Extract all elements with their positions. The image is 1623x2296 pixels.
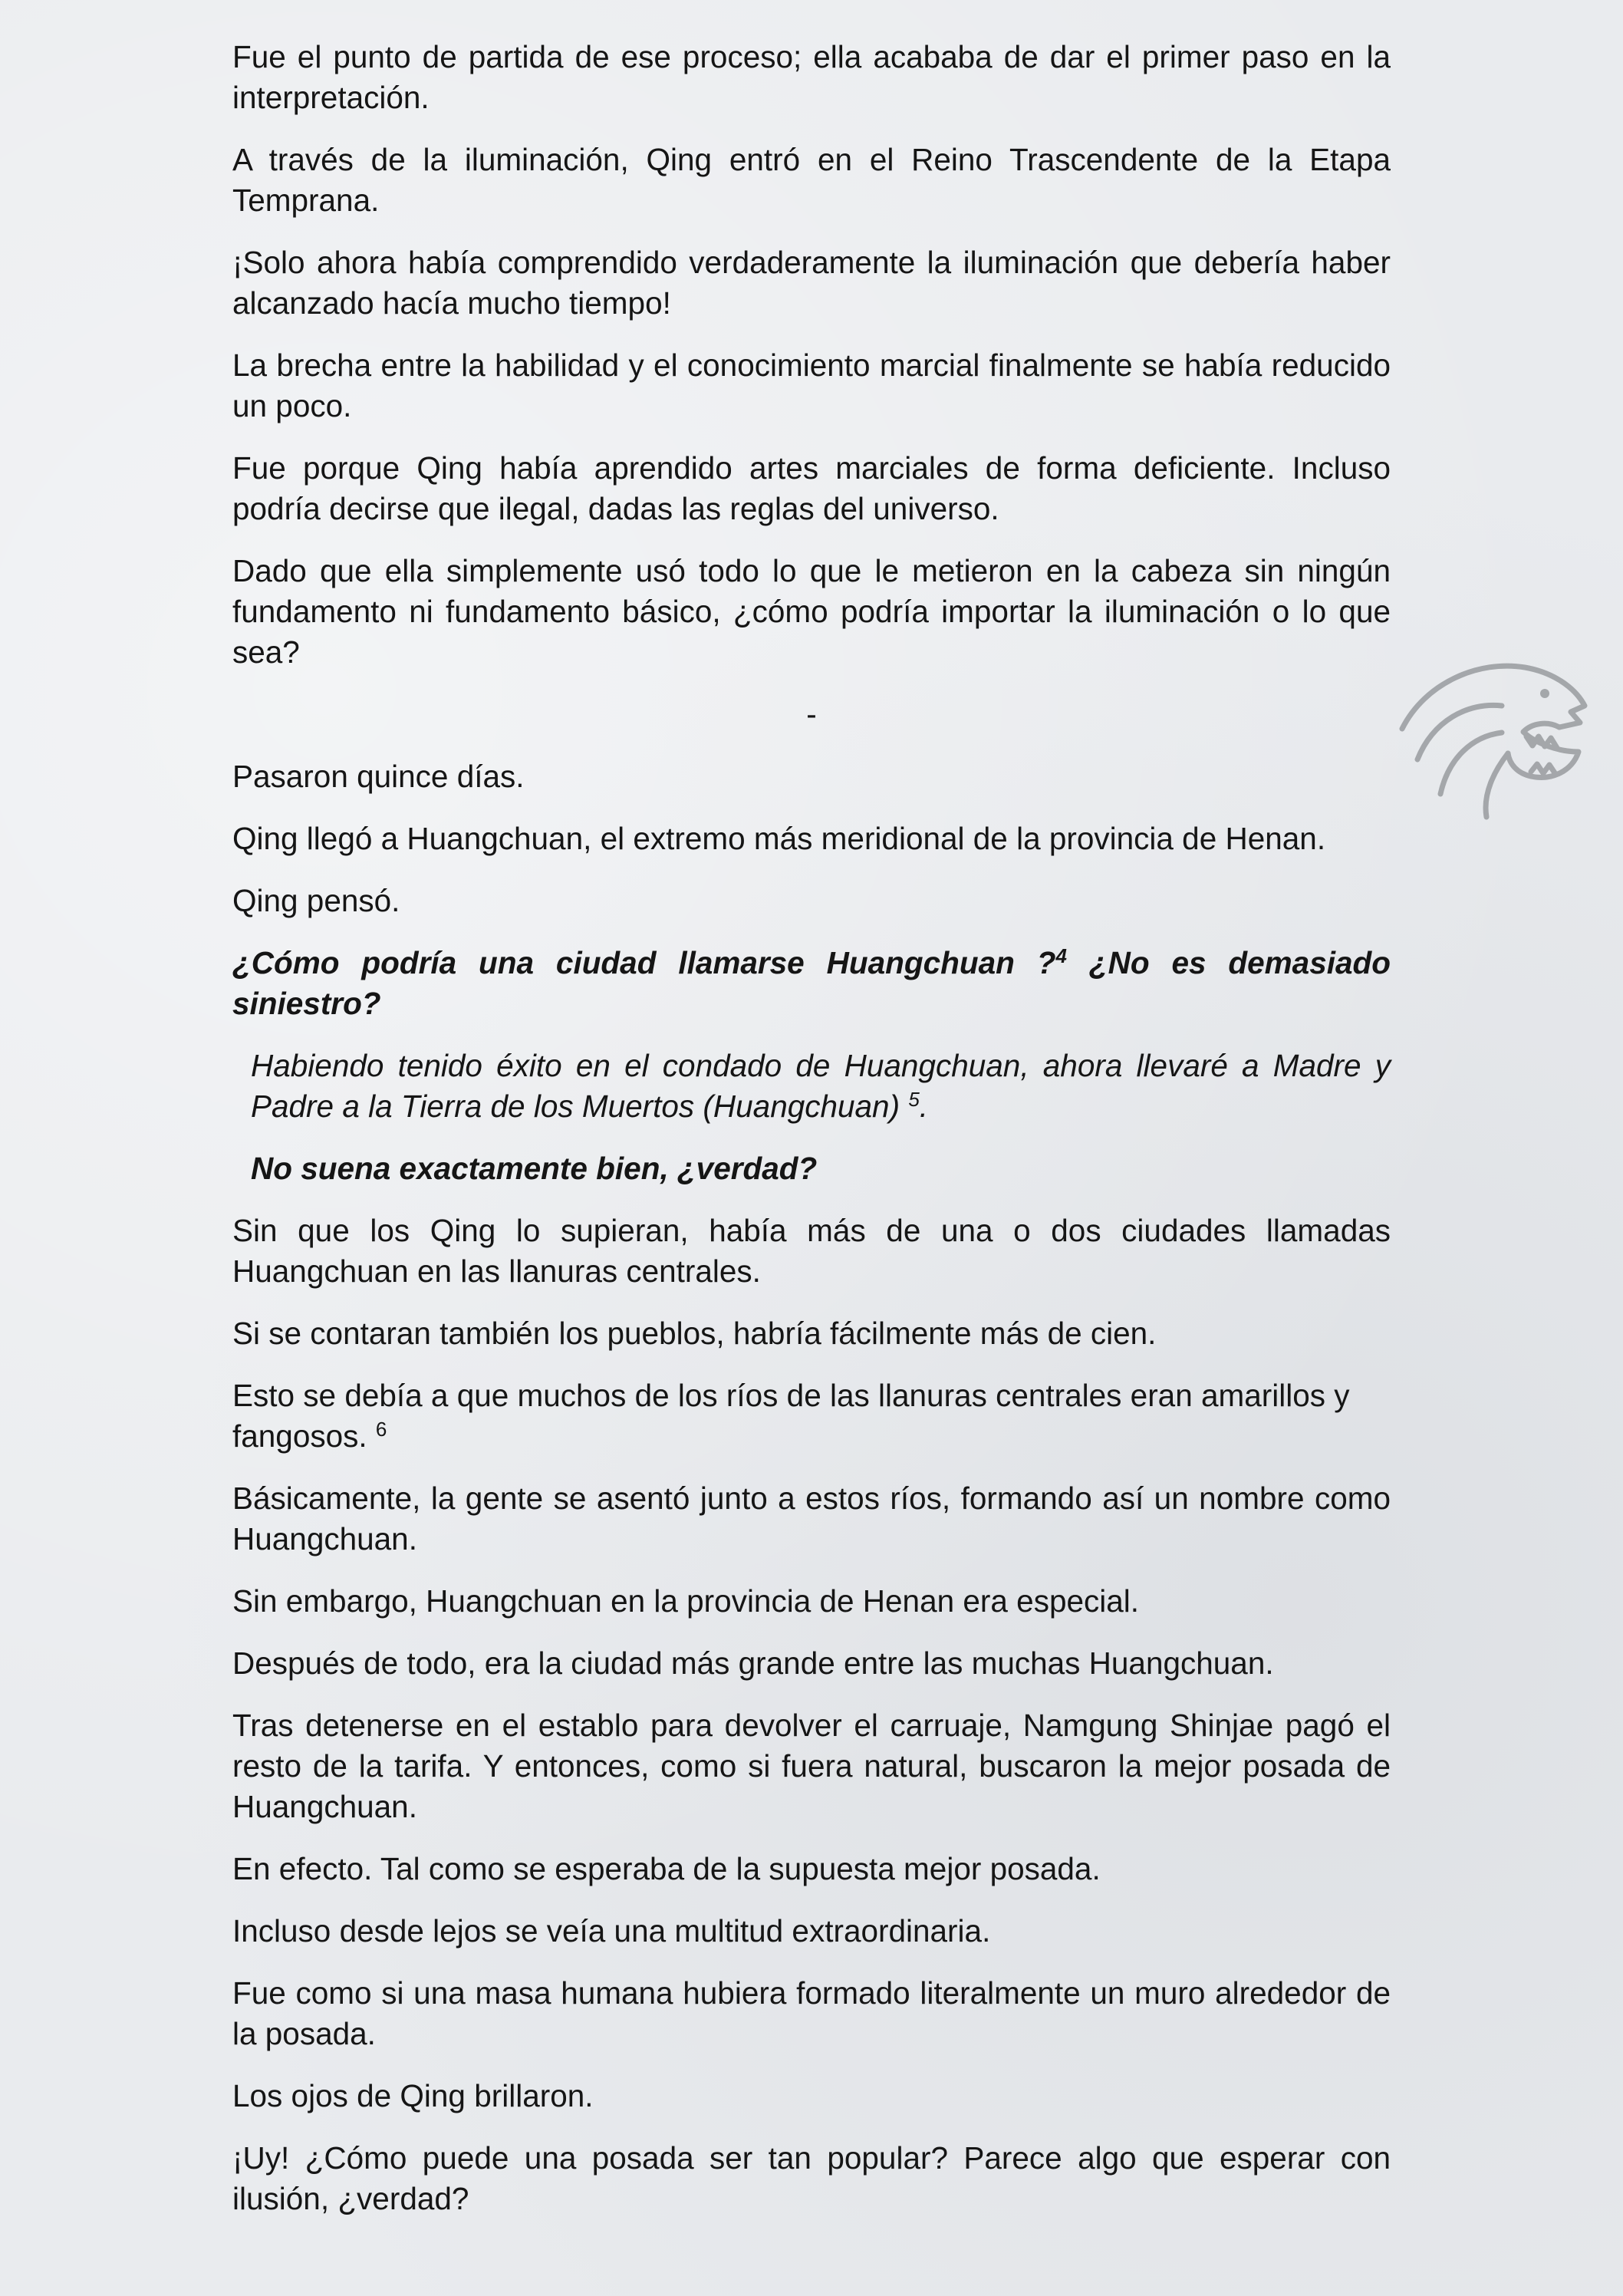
inner-thought (232, 1046, 1391, 1127)
paragraph: Sin embargo, Huangchuan en la provincia de Henan era especial. (232, 1583, 1140, 1619)
paragraph: Fue el punto de partida de ese proceso; ella acababa de dar el primer paso en la interpretación. (232, 39, 1391, 115)
footnote-ref: 6 (375, 1418, 387, 1441)
paragraph: Fue como si una masa humana hubiera formado literalmente un muro alrededor de la posada. (232, 1975, 1391, 2051)
paragraph: ¡Solo ahora había comprendido verdaderamente la iluminación que debería haber alcanzado hacía mucho tiempo! (232, 245, 1391, 321)
footnote-ref: 4 (1055, 944, 1067, 967)
thought-text: . (919, 1089, 929, 1124)
inner-thought: No suena exactamente bien, ¿verdad? (251, 1151, 818, 1186)
paragraph: Los ojos de Qing brillaron. (232, 2078, 594, 2113)
paragraph: Incluso desde lejos se veía una multitud extraordinaria. (232, 1913, 991, 1948)
thought-text: ¿Cómo podría una ciudad llamarse Huangchuan ? (232, 945, 1056, 980)
paragraph: Pasaron quince días. (232, 759, 525, 794)
document-body (232, 37, 1391, 2241)
paragraph: Dado que ella simplemente usó todo lo que le metieron en la cabeza sin ningún fundamento ni fundamento básico, ¿cómo podría importar la iluminación o lo que sea? (232, 553, 1391, 670)
paragraph: Después de todo, era la ciudad más grande entre las muchas Huangchuan. (232, 1645, 1274, 1681)
paragraph (232, 1375, 1391, 1457)
paragraph: Qing llegó a Huangchuan, el extremo más meridional de la provincia de Henan. (232, 821, 1326, 856)
footnote-ref: 5 (908, 1088, 920, 1111)
thought-text: ¿No es demasiado siniestro? (232, 945, 1391, 1021)
scene-separator: - (806, 697, 817, 732)
paragraph: Si se contaran también los pueblos, habría fácilmente más de cien. (232, 1316, 1157, 1351)
paragraph: Básicamente, la gente se asentó junto a estos ríos, formando así un nombre como Huangchuan. (232, 1481, 1391, 1556)
paragraph: A través de la iluminación, Qing entró en el Reino Trascendente de la Etapa Temprana. (232, 142, 1391, 218)
paragraph: En efecto. Tal como se esperaba de la supuesta mejor posada. (232, 1851, 1101, 1886)
paragraph: Tras detenerse en el establo para devolver el carruaje, Namgung Shinjae pagó el resto de la tarifa. Y entonces, como si fuera natural, buscaron la mejor posada de Huangchuan. (232, 1708, 1391, 1824)
paragraph: Qing pensó. (232, 883, 400, 918)
paragraph: Sin que los Qing lo supieran, había más de una o dos ciudades llamadas Huangchuan en las llanuras centrales. (232, 1213, 1391, 1289)
thought-text: Habiendo tenido éxito en el condado de Huangchuan, ahora llevaré a Madre y Padre a la Tierra de los Muertos (Huangchuan) (251, 1048, 1391, 1124)
paragraph: ¡Uy! ¿Cómo puede una posada ser tan popular? Parece algo que esperar con ilusión, ¿verdad? (232, 2140, 1391, 2216)
inner-thought (232, 943, 1391, 1024)
dinosaur-head-icon (1394, 629, 1594, 828)
paragraph-text: Esto se debía a que muchos de los ríos de las llanuras centrales eran amarillos y fangosos. (232, 1378, 1350, 1454)
paragraph: Fue porque Qing había aprendido artes marciales de forma deficiente. Incluso podría decirse que ilegal, dadas las reglas del universo. (232, 450, 1391, 526)
paragraph: La brecha entre la habilidad y el conocimiento marcial finalmente se había reducido un poco. (232, 348, 1391, 423)
